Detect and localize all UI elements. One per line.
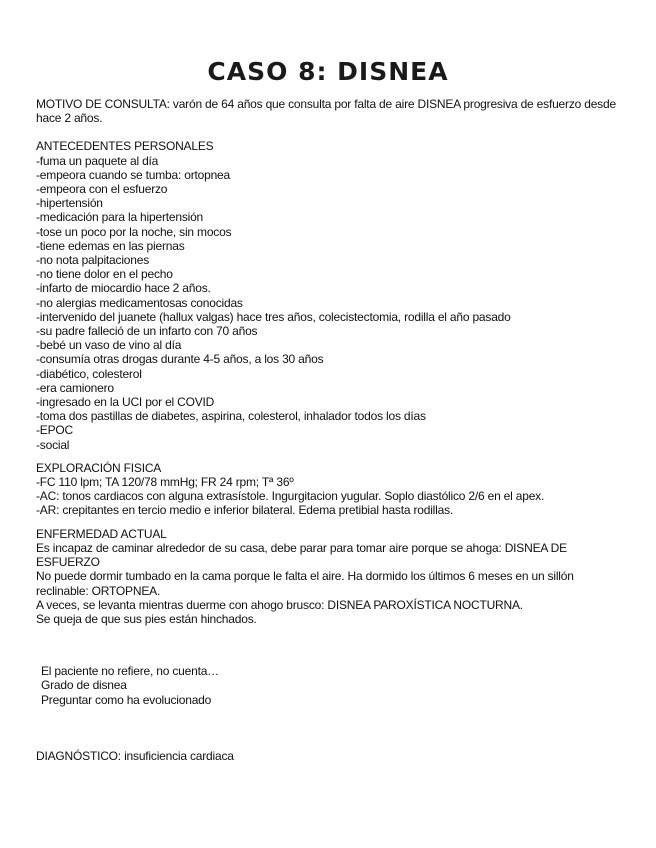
antecedente-item: -fuma un paquete al día xyxy=(36,153,159,168)
antecedente-item: -toma dos pastillas de diabetes, aspirina, colesterol, inhalador todos los días xyxy=(36,409,426,424)
antecedente-item: -EPOC xyxy=(36,423,74,438)
antecedente-item: -no tiene dolor en el pecho xyxy=(36,267,173,282)
antecedente-item: -diabético, colesterol xyxy=(36,366,142,381)
antecedente-item: -era camionero xyxy=(36,380,114,395)
nota-item: El paciente no refiere, no cuenta… xyxy=(41,664,219,679)
antecedente-item: -infarto de miocardio hace 2 años. xyxy=(36,281,211,296)
enfermedad-section xyxy=(36,527,616,626)
enfermedad-paragraph: A veces, se levanta mientras duerme con ahogo brusco: DISNEA PAROXÍSTICA NOCTURNA. xyxy=(36,597,523,612)
auscultacion-cardiaca: -AC: tonos cardiacos con alguna extrasístole. Ingurgitacion yugular. Soplo diastólico 2/6 en el apex. xyxy=(36,489,545,504)
antecedente-item: -empeora con el esfuerzo xyxy=(36,182,168,197)
document-title: CASO 8: DISNEA xyxy=(207,57,449,86)
auscultacion-respiratoria: -AR: crepitantes en tercio medio e inferior bilateral. Edema pretibial hasta rodillas. xyxy=(36,503,454,518)
document-body xyxy=(36,97,616,763)
antecedente-item: -social xyxy=(36,437,70,452)
motivo-consulta: MOTIVO DE CONSULTA: varón de 64 años que consulta por falta de aire DISNEA progresiva de esfuerzo desde hace 2 años. xyxy=(36,97,616,126)
exploracion-section xyxy=(36,461,616,518)
antecedente-item: -tose un poco por la noche, sin mocos xyxy=(36,224,232,239)
antecedente-item: -no nota palpitaciones xyxy=(36,253,150,268)
enfermedad-heading: ENFERMEDAD ACTUAL xyxy=(36,526,167,541)
antecedente-item: -medicación para la hipertensión xyxy=(36,210,204,225)
antecedente-item: -bebé un vaso de vino al día xyxy=(36,338,182,353)
enfermedad-paragraph: Se queja de que sus pies están hinchados. xyxy=(36,611,257,626)
vital-signs: -FC 110 lpm; TA 120/78 mmHg; FR 24 rpm; Tª 36º xyxy=(36,475,294,490)
nota-item: Preguntar como ha evolucionado xyxy=(41,692,212,707)
exploracion-heading: EXPLORACIÓN FISICA xyxy=(36,460,162,475)
antecedentes-section xyxy=(36,139,616,451)
antecedente-item: -no alergias medicamentosas conocidas xyxy=(36,295,243,310)
diagnostico: DIAGNÓSTICO: insuficiencia cardiaca xyxy=(36,748,234,763)
antecedente-item: -ingresado en la UCI por el COVID xyxy=(36,395,215,410)
antecedentes-heading: ANTECEDENTES PERSONALES xyxy=(36,139,214,154)
antecedente-item: -consumía otras drogas durante 4-5 años, a los 30 años xyxy=(36,352,324,367)
enfermedad-paragraph: Es incapaz de caminar alrededor de su casa, debe parar para tomar aire porque se ahoga: DISNEA DE ESFUERZO xyxy=(36,540,567,570)
antecedente-item: -hipertensión xyxy=(36,196,103,211)
nota-item: Grado de disnea xyxy=(41,678,127,693)
antecedente-item: -empeora cuando se tumba: ortopnea xyxy=(36,167,230,182)
antecedente-item: -su padre falleció de un infarto con 70 años xyxy=(36,324,258,339)
enfermedad-paragraph: No puede dormir tumbado en la cama porque le falta el aire. Ha dormido los últimos 6 meses en un sillón reclinable: ORTOPNEA. xyxy=(36,569,574,598)
antecedente-item: -tiene edemas en las piernas xyxy=(36,238,185,253)
notas-section xyxy=(36,664,616,707)
antecedente-item: -intervenido del juanete (hallux valgas) hace tres años, colecistectomia, rodilla el año pasado xyxy=(36,309,511,324)
